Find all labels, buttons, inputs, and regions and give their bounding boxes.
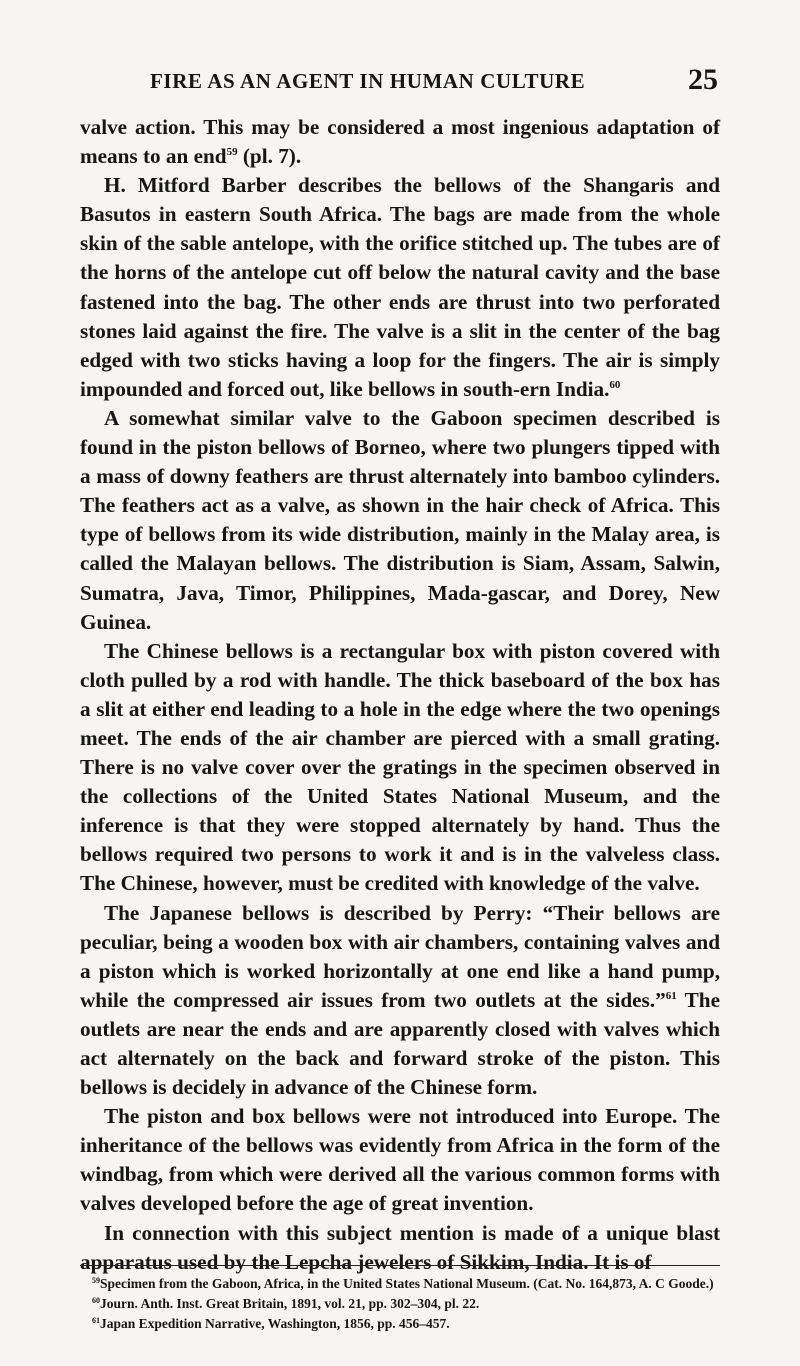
- footnote: [80, 1314, 720, 1334]
- footnote: [80, 1274, 720, 1294]
- paragraph-text: The Chinese bellows is a rectangular box with piston covered with cloth pulled by a rod with handle. The thick baseboard of the box has a slit at either end leading to a hole in the edge where the two openings meet. The ends of the air chamber are pierced with a small grating. There is no valve cover over the gratings in the specimen observed in the collections of the United States National Museum, and the inference is that they were stopped alternately by hand. Thus the bellows required two persons to work it and is in the valveless class. The Chinese, however, must be credited with knowledge of the valve.: [80, 638, 720, 896]
- paragraph: [80, 113, 720, 171]
- footnote-mark: 60: [92, 1296, 100, 1305]
- paragraph-text: The Japanese bellows is described by Perry: “Their bellows are peculiar, being a wooden box with air chambers, containing valves and a piston which is worked horizontally at one end like a hand pump, while the compressed air issues from two outlets at the sides.”: [80, 900, 720, 1012]
- footnote-mark: 61: [92, 1316, 100, 1325]
- footnote-ref: 60: [609, 378, 621, 391]
- paragraph-text: In connection with this subject mention is made of a unique blast apparatus used by the Lepcha jewelers of Sikkim, India. It is of: [80, 1220, 720, 1274]
- paragraph: [80, 404, 720, 637]
- paragraph: [80, 899, 720, 1103]
- paragraph-text: valve action. This may be considered a most ingenious adaptation of means to an end: [80, 115, 720, 169]
- paragraph-text: A somewhat similar valve to the Gaboon specimen described is found in the piston bellows of Borneo, where two plungers tipped with a mass of downy feathers are thrust alternately into bamboo cylinders. The feathers act as a valve, as shown in the hair check of Africa. This type of bellows from its wide distribution, mainly in the Malay area, is called the Malayan bellows. The distribution is Siam, Assam, Salwin, Sumatra, Java, Timor, Philippines, Mada-gascar, and Dorey, New Guinea.: [80, 405, 720, 634]
- footnote-text: Japan Expedition Narrative, Washington, 1856, pp. 456–457.: [100, 1316, 450, 1331]
- footnote-ref: 61: [665, 989, 677, 1002]
- footnote-text: Specimen from the Gaboon, Africa, in the United States National Museum. (Cat. No. 164,873, A. C Goode.): [100, 1276, 714, 1291]
- paragraph: [80, 1219, 720, 1277]
- page-header: [80, 63, 718, 103]
- footnote-ref: 59: [226, 146, 238, 159]
- paragraph-text: H. Mitford Barber describes the bellows of the Shangaris and Basutos in eastern South Africa. The bags are made from the whole skin of the sable antelope, with the orifice stitched up. The tubes are of the horns of the antelope cut off below the natural cavity and the base fastened into the bag. The other ends are thrust into two perforated stones laid against the fire. The valve is a slit in the center of the bag edged with two sticks having a loop for the fingers. The air is simply impounded and forced out, like bellows in south-ern India.: [80, 173, 720, 401]
- body-text: [80, 113, 720, 1277]
- footnote: [80, 1294, 720, 1314]
- footnote-text: Journ. Anth. Inst. Great Britain, 1891, vol. 21, pp. 302–304, pl. 22.: [100, 1296, 480, 1311]
- paragraph-text: The outlets are near the ends and are apparently closed with valves which act alternately on the back and forward stroke of the piston. This bellows is decidely in advance of the Chinese form.: [80, 987, 720, 1100]
- paragraph: [80, 1102, 720, 1218]
- paragraph: [80, 637, 720, 899]
- paragraph-text: (pl. 7).: [237, 144, 302, 169]
- footnote-mark: 59: [92, 1276, 100, 1285]
- footnotes: [80, 1274, 720, 1334]
- footnote-divider: [80, 1265, 720, 1266]
- paragraph-text: The piston and box bellows were not introduced into Europe. The inheritance of the bellows was evidently from Africa in the form of the windbag, from which were derived all the various common forms with valves developed before the age of great invention.: [80, 1104, 720, 1216]
- page-number: 25: [688, 63, 718, 96]
- running-head: FIRE AS AN AGENT IN HUMAN CULTURE: [150, 69, 586, 93]
- paragraph: [80, 171, 720, 404]
